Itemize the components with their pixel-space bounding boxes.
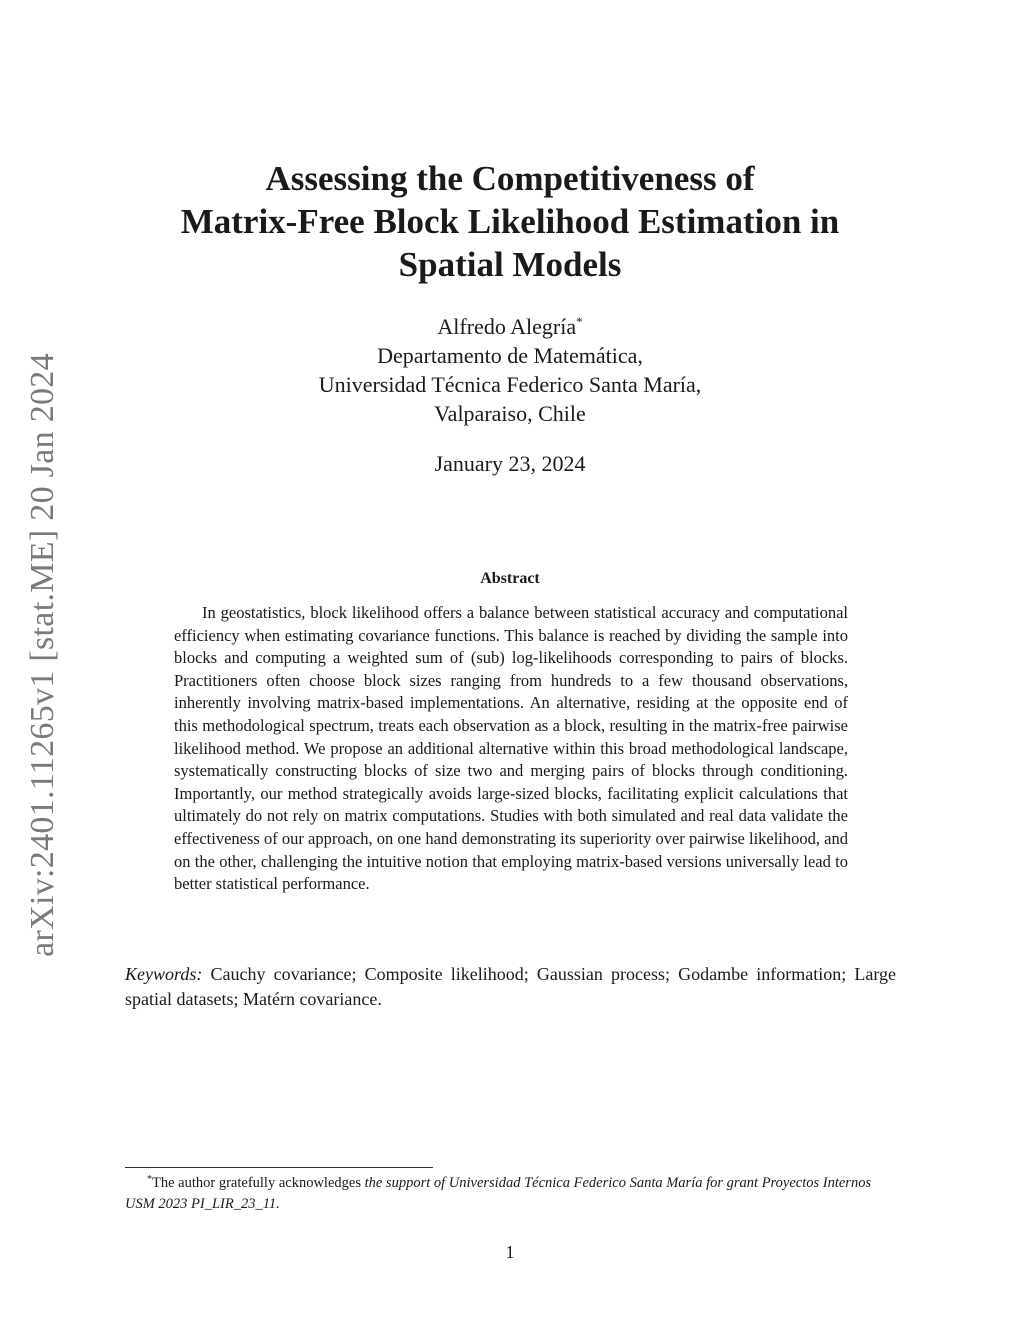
footnote-text-italic: the support of Universidad Técnica Federico Santa María for grant Proyectos Internos USM 2023 PI_LIR_23_11.: [125, 1175, 872, 1212]
arxiv-identifier-stamp: arXiv:2401.11265v1 [stat.ME] 20 Jan 2024: [24, 353, 61, 957]
footnote: [125, 1173, 897, 1214]
author-footnote-marker[interactable]: *: [576, 314, 583, 329]
footnote-text-plain: The author gratefully acknowledges: [152, 1175, 365, 1191]
title-line-1: Assessing the Competitiveness of: [265, 159, 755, 198]
title-line-2: Matrix-Free Block Likelihood Estimation in: [180, 202, 840, 241]
footnote-divider: [125, 1167, 433, 1168]
keywords-text: Cauchy covariance; Composite likelihood; Gaussian process; Godambe information; Large spatial datasets; Matérn covariance.: [125, 964, 897, 1009]
author-line: [110, 312, 910, 341]
keywords-label: Keywords:: [125, 964, 203, 984]
abstract-text: In geostatistics, block likelihood offers a balance between statistical accuracy and computational efficiency when estimating covariance functions. This balance is reached by dividing the sample into blocks and computing a weighted sum of (sub) log-likelihoods corresponding to pairs of blocks. Practitioners often choose block sizes ranging from hundreds to a few thousand observations, inherently involving matrix-based implementations. An alternative, residing at the opposite end of this methodological spectrum, treats each observation as a block, resulting in the matrix-free pairwise likelihood method. We propose an additional alternative within this broad methodological landscape, systematically constructing blocks of size two and merging pairs of blocks through conditioning. Importantly, our method strategically avoids large-sized blocks, facilitating explicit calculations that ultimately do not rely on matrix computations. Studies with both simulated and real data validate the effectiveness of our approach, on one hand demonstrating its superiority over pairwise likelihood, and on the other, challenging the intuitive notion that employing matrix-based versions universally lead to better statistical performance.: [174, 603, 848, 894]
page-number: 1: [505, 1242, 515, 1262]
affiliation-city: Valparaiso, Chile: [434, 401, 586, 426]
author-block: [110, 312, 910, 428]
abstract-heading: Abstract: [480, 570, 540, 587]
affiliation-university: Universidad Técnica Federico Santa María,: [318, 372, 702, 397]
paper-date: January 23, 2024: [434, 451, 586, 476]
affiliation-department: Departamento de Matemática,: [377, 343, 643, 368]
title-line-3: Spatial Models: [398, 245, 622, 284]
footnote-marker: *: [147, 1174, 152, 1185]
author-name: Alfredo Alegría: [437, 314, 577, 339]
paper-title: [110, 157, 910, 286]
keywords-paragraph: [125, 962, 896, 1012]
